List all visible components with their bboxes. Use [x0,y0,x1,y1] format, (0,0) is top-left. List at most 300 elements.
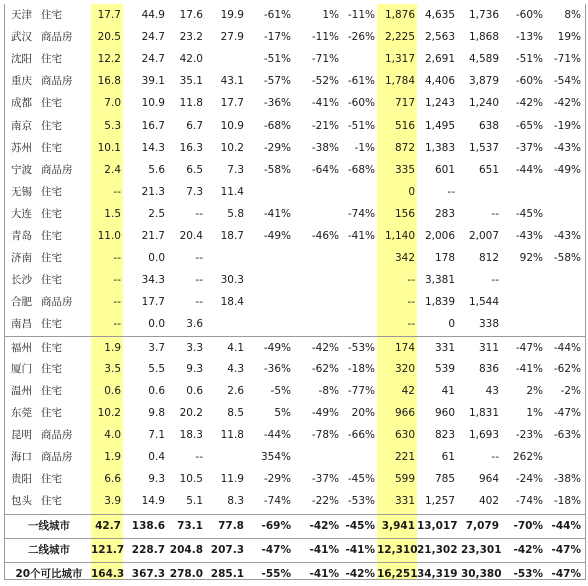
value-cell: 0.0 [148,252,165,264]
value-cell: 7.1 [148,429,165,441]
table-row [5,115,585,138]
value-cell: 17.6 [179,9,203,21]
type-cell: 住宅 [41,473,62,485]
value-cell: -- [447,186,455,198]
value-cell: 6.6 [104,473,121,485]
value-cell [208,48,244,71]
value-cell: -45% [345,520,375,532]
value-cell: -42% [311,342,339,354]
value-cell: 836 [478,363,499,375]
value-cell: -38% [553,473,581,485]
value-cell [208,247,244,270]
value-cell: 1% [526,407,543,419]
value-cell: 16,251 [377,568,418,580]
value-cell: 2.6 [227,385,244,397]
value-cell: -60% [347,97,375,109]
city-cell: 一线城市 [28,520,70,532]
value-cell: 73.1 [177,520,203,532]
value-cell: -38% [311,142,339,154]
value-cell [251,247,291,270]
value-cell: 2,691 [424,53,455,65]
value-cell: 10.1 [97,142,121,154]
type-cell: 住宅 [41,252,62,264]
city-cell: 苏州 [11,142,32,154]
value-cell: 9.3 [148,473,165,485]
type-cell: 住宅 [41,186,62,198]
value-cell: -- [491,274,499,286]
value-cell: 11.9 [220,473,244,485]
value-cell: 8.3 [227,495,244,507]
value-cell: 0 [408,186,415,198]
value-cell: 7.3 [186,186,203,198]
type-cell: 住宅 [41,230,62,242]
value-cell: 20.5 [97,31,121,43]
value-cell [251,269,291,292]
value-cell: 16.3 [179,142,203,154]
value-cell: 1.9 [104,451,121,463]
table-row [5,247,585,270]
value-cell: 3,941 [381,520,415,532]
city-cell: 温州 [11,385,32,397]
value-cell [299,247,339,270]
value-cell: -57% [263,75,291,87]
value-cell: 2,006 [424,230,455,242]
value-cell: -22% [311,495,339,507]
value-cell: 2.4 [104,164,121,176]
value-cell: 960 [434,407,455,419]
value-cell: -77% [347,385,375,397]
value-cell: 0 [448,318,455,330]
city-cell: 长沙 [11,274,32,286]
value-cell: 18.7 [220,230,244,242]
value-cell: -11% [347,9,375,21]
city-cell: 大连 [11,208,32,220]
city-cell: 青岛 [11,230,32,242]
value-cell: 39.1 [141,75,165,87]
value-cell: -42% [309,520,339,532]
city-cell: 宁波 [11,164,32,176]
value-cell: -42% [515,97,543,109]
value-cell: 1,383 [424,142,455,154]
value-cell [337,247,375,270]
value-cell: 1,839 [424,296,455,308]
type-cell: 商品房 [41,451,73,463]
value-cell: 4.1 [227,342,244,354]
value-cell: 0.6 [148,385,165,397]
value-cell: 402 [478,495,499,507]
type-cell: 住宅 [41,318,62,330]
value-cell: -41% [309,544,339,556]
value-cell: 10.2 [220,142,244,154]
type-cell: 商品房 [41,164,73,176]
table-row [5,291,585,314]
value-cell [337,313,375,336]
value-cell [299,203,339,226]
value-cell: 3,381 [424,274,455,286]
value-cell: -11% [311,31,339,43]
value-cell: 21.7 [141,230,165,242]
table-row [5,336,585,360]
value-cell: 7,079 [465,520,499,532]
value-cell [545,446,581,469]
value-cell: -64% [311,164,339,176]
table-row [5,446,585,469]
value-cell: 599 [394,473,415,485]
value-cell: 24.7 [141,31,165,43]
value-cell: 1,784 [384,75,415,87]
value-cell: 367.3 [131,568,165,580]
value-cell: 5% [274,407,291,419]
value-cell: 6.5 [186,164,203,176]
value-cell: -29% [263,473,291,485]
value-cell: 4.3 [227,363,244,375]
value-cell: 638 [478,120,499,132]
table-row [5,358,585,381]
value-cell: 1,868 [468,31,499,43]
city-cell: 沈阳 [11,53,32,65]
value-cell: 0.0 [148,318,165,330]
value-cell: 5.5 [148,363,165,375]
type-cell: 住宅 [41,385,62,397]
value-cell: 1,240 [468,97,499,109]
value-cell: 0.4 [148,451,165,463]
table-row [5,225,585,248]
value-cell: -42% [513,544,543,556]
value-cell: 1,257 [424,495,455,507]
value-cell: 966 [394,407,415,419]
type-cell: 住宅 [41,274,62,286]
value-cell: -69% [261,520,291,532]
value-cell: 77.8 [218,520,244,532]
type-cell: 住宅 [41,342,62,354]
value-cell: -42% [553,97,581,109]
value-cell: 42.0 [179,53,203,65]
value-cell: 43.1 [220,75,244,87]
value-cell: 651 [478,164,499,176]
value-cell: 10.2 [97,407,121,419]
city-cell: 天津 [11,9,32,21]
city-cell: 重庆 [11,75,32,87]
value-cell: -51% [515,53,543,65]
value-cell: 9.8 [148,407,165,419]
value-cell: -- [113,274,121,286]
value-cell: -45% [515,208,543,220]
value-cell: 228.7 [131,544,165,556]
value-cell: 10.5 [179,473,203,485]
value-cell: 34,319 [417,568,458,580]
value-cell: 5.3 [104,120,121,132]
summary-row [5,562,585,586]
value-cell: 1,544 [468,296,499,308]
value-cell: 174 [394,342,415,354]
value-cell: 0.6 [104,385,121,397]
value-cell: 14.9 [141,495,165,507]
value-cell: 278.0 [169,568,203,580]
value-cell: -60% [515,75,543,87]
value-cell [299,181,339,204]
value-cell: -68% [347,164,375,176]
city-cell: 20个可比城市 [15,568,83,580]
type-cell: 住宅 [41,53,62,65]
type-cell: 商品房 [41,296,73,308]
summary-row [5,538,585,562]
value-cell [337,48,375,71]
value-cell: 1,317 [384,53,415,65]
value-cell: 10.9 [141,97,165,109]
value-cell: -60% [515,9,543,21]
value-cell [461,181,499,204]
value-cell: 20.4 [179,230,203,242]
value-cell [505,313,543,336]
summary-row [5,514,585,538]
value-cell: 1,495 [424,120,455,132]
value-cell: -54% [553,75,581,87]
value-cell: -37% [515,142,543,154]
value-cell: 3.9 [104,495,121,507]
value-cell: 19% [557,31,581,43]
value-cell: -41% [263,208,291,220]
value-cell: 331 [394,495,415,507]
value-cell: 16.8 [97,75,121,87]
value-cell [545,291,581,314]
value-cell: -44% [551,520,581,532]
city-cell: 南京 [11,120,32,132]
value-cell: -21% [311,120,339,132]
value-cell [251,291,291,314]
city-cell: 合肥 [11,296,32,308]
table-row [5,402,585,425]
value-cell: 11.8 [179,97,203,109]
value-cell: -13% [515,31,543,43]
value-cell [208,313,244,336]
value-cell: 121.7 [91,544,125,556]
value-cell: 311 [478,342,499,354]
type-cell [41,539,87,562]
value-cell: 342 [394,252,415,264]
value-cell [337,446,375,469]
type-cell: 住宅 [41,142,62,154]
value-cell: -61% [347,75,375,87]
value-cell: 11.0 [97,230,121,242]
type-cell: 商品房 [41,75,73,87]
type-cell: 住宅 [41,407,62,419]
value-cell: 2,225 [384,31,415,43]
value-cell: 13,017 [417,520,458,532]
value-cell: 812 [478,252,499,264]
value-cell [337,269,375,292]
value-cell: 7.3 [227,164,244,176]
value-cell: -47% [515,342,543,354]
value-cell: 3,879 [468,75,499,87]
value-cell: 630 [394,429,415,441]
value-cell: 42 [401,385,415,397]
value-cell: -2% [560,385,581,397]
value-cell [545,181,581,204]
data-table [4,4,586,580]
value-cell: -44% [515,164,543,176]
value-cell: 354% [260,451,291,463]
value-cell: 17.7 [97,9,121,21]
table-row [5,181,585,204]
value-cell: 18.3 [179,429,203,441]
value-cell: -26% [347,31,375,43]
value-cell: -66% [347,429,375,441]
value-cell: 207.3 [210,544,244,556]
table-row [5,203,585,226]
value-cell: 1,537 [468,142,499,154]
value-cell: 1,693 [468,429,499,441]
value-cell: -74% [263,495,291,507]
value-cell: -- [407,318,415,330]
value-cell: 285.1 [210,568,244,580]
value-cell: -58% [263,164,291,176]
value-cell: -36% [263,363,291,375]
value-cell: -52% [311,75,339,87]
value-cell: 2% [526,385,543,397]
value-cell: -62% [553,363,581,375]
value-cell: -29% [263,142,291,154]
value-cell: -43% [553,230,581,242]
value-cell: 17.7 [220,97,244,109]
value-cell [545,203,581,226]
city-cell: 福州 [11,342,32,354]
value-cell: 61 [441,451,455,463]
value-cell: -78% [311,429,339,441]
value-cell: 42.7 [95,520,121,532]
type-cell: 商品房 [41,429,73,441]
value-cell [299,269,339,292]
value-cell: 16.7 [141,120,165,132]
value-cell: -- [407,274,415,286]
table-row [5,269,585,292]
city-cell: 贵阳 [11,473,32,485]
value-cell: -43% [515,230,543,242]
value-cell: 1,876 [384,9,415,21]
value-cell: -23% [515,429,543,441]
value-cell: -61% [263,9,291,21]
value-cell: 3.3 [186,342,203,354]
value-cell: -74% [347,208,375,220]
value-cell: 30,380 [461,568,502,580]
value-cell: -- [195,208,203,220]
value-cell: 178 [434,252,455,264]
value-cell: 4,406 [424,75,455,87]
value-cell: -- [407,296,415,308]
value-cell: -49% [311,407,339,419]
value-cell: 5.8 [227,208,244,220]
value-cell: 1,243 [424,97,455,109]
value-cell: -8% [318,385,339,397]
value-cell: -53% [347,495,375,507]
value-cell: -53% [347,342,375,354]
value-cell: -55% [261,568,291,580]
value-cell: -19% [553,120,581,132]
value-cell: 27.9 [220,31,244,43]
value-cell [299,313,339,336]
value-cell: 11.8 [220,429,244,441]
value-cell: 1% [322,9,339,21]
value-cell: 2,007 [468,230,499,242]
value-cell: 4.0 [104,429,121,441]
value-cell: 20.2 [179,407,203,419]
value-cell: -71% [553,53,581,65]
type-cell: 住宅 [41,208,62,220]
value-cell: -53% [513,568,543,580]
value-cell: 19.9 [220,9,244,21]
value-cell: 2,563 [424,31,455,43]
value-cell [299,446,339,469]
value-cell: 872 [394,142,415,154]
value-cell: 34.3 [141,274,165,286]
value-cell: 1.9 [104,342,121,354]
value-cell: -- [195,274,203,286]
value-cell: -71% [311,53,339,65]
value-cell: 21.3 [141,186,165,198]
value-cell: -18% [553,495,581,507]
value-cell: 8% [564,9,581,21]
value-cell [299,291,339,314]
city-cell: 东莞 [11,407,32,419]
value-cell: 601 [434,164,455,176]
value-cell: -- [195,451,203,463]
value-cell: -36% [263,97,291,109]
value-cell [505,291,543,314]
value-cell: -41% [515,363,543,375]
type-cell: 住宅 [41,363,62,375]
value-cell: 2.5 [148,208,165,220]
value-cell: -37% [311,473,339,485]
value-cell: 14.3 [141,142,165,154]
value-cell: 17.7 [141,296,165,308]
value-cell: -47% [261,544,291,556]
value-cell [545,269,581,292]
city-cell: 二线城市 [28,544,70,556]
value-cell: 41 [441,385,455,397]
city-cell: 济南 [11,252,32,264]
table-row [5,70,585,93]
value-cell: 3.7 [148,342,165,354]
value-cell: 7.0 [104,97,121,109]
city-cell: 无锡 [11,186,32,198]
value-cell: 23.2 [179,31,203,43]
value-cell: -49% [553,164,581,176]
value-cell: 44.9 [141,9,165,21]
value-cell: 6.7 [186,120,203,132]
city-cell: 南昌 [11,318,32,330]
city-cell: 包头 [11,495,32,507]
value-cell: -74% [515,495,543,507]
value-cell [251,313,291,336]
value-cell: -5% [270,385,291,397]
value-cell: -42% [345,568,375,580]
value-cell: 20% [351,407,375,419]
value-cell: 8.5 [227,407,244,419]
value-cell: 43 [485,385,499,397]
value-cell: 5.1 [186,495,203,507]
value-cell: -- [113,296,121,308]
city-cell: 昆明 [11,429,32,441]
value-cell: -1% [354,142,375,154]
value-cell: -68% [263,120,291,132]
value-cell: -47% [551,568,581,580]
value-cell [545,313,581,336]
city-cell: 海口 [11,451,32,463]
value-cell: -18% [347,363,375,375]
table-row [5,48,585,71]
value-cell: 331 [434,342,455,354]
value-cell: -- [491,208,499,220]
table-row [5,424,585,447]
